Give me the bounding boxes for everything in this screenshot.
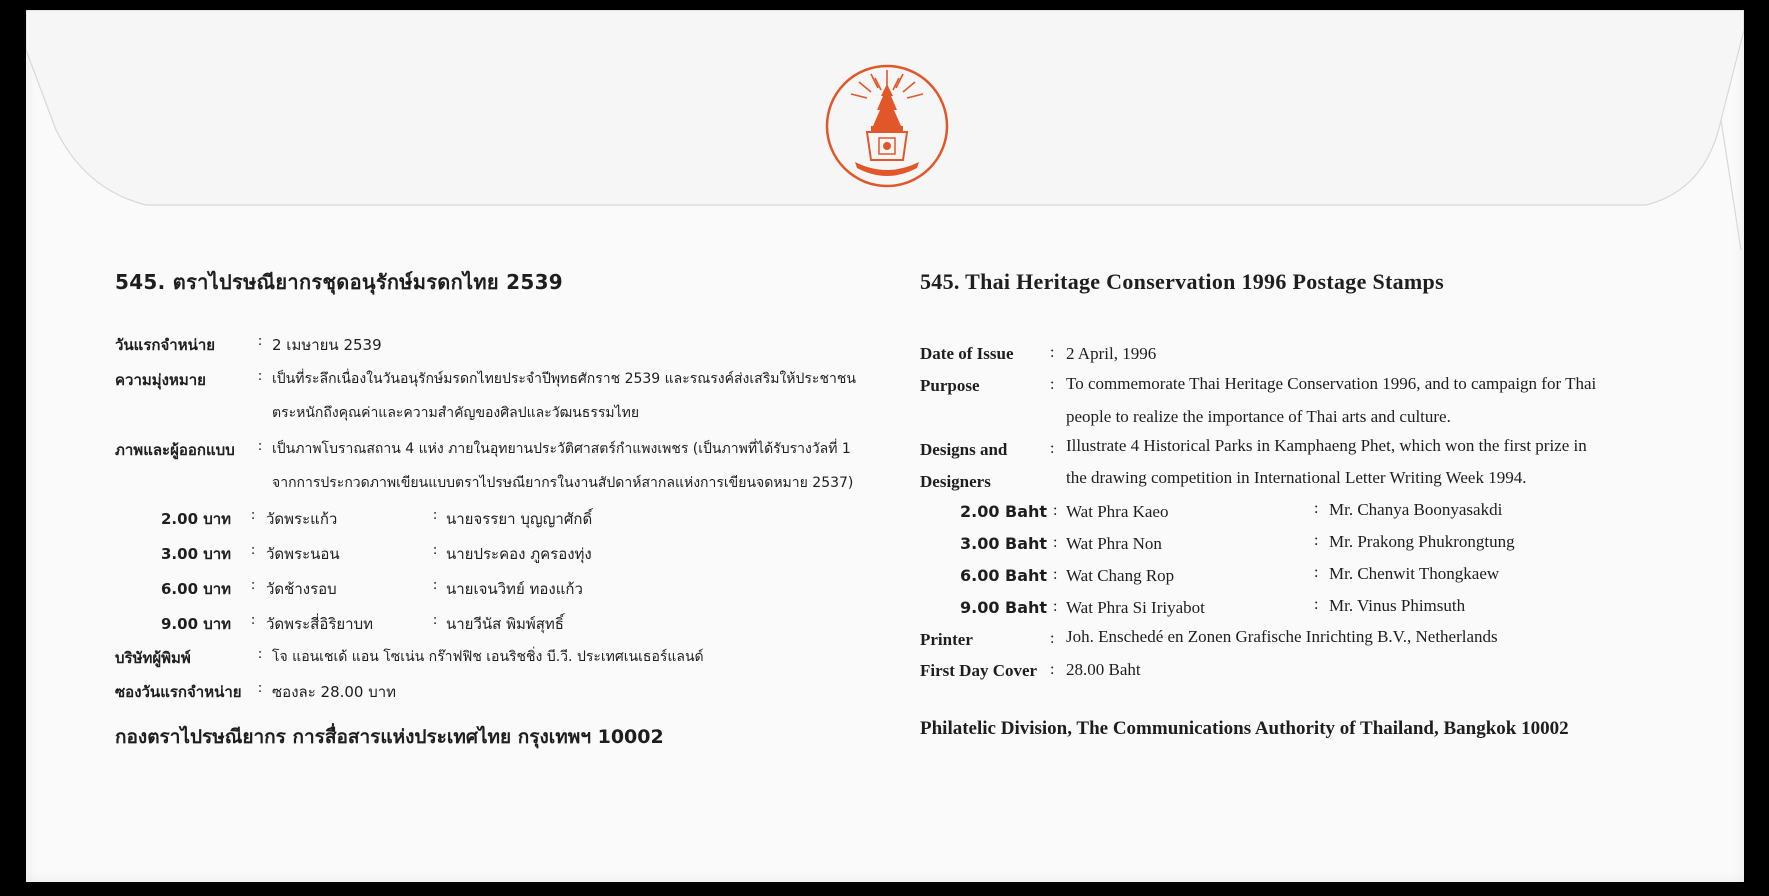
english-purpose-line2: people to realize the importance of Thai arts and culture. <box>1066 407 1451 426</box>
colon: : <box>258 368 263 384</box>
english-issue-value: 2 April, 1996 <box>1066 344 1157 363</box>
colon: : <box>1050 630 1055 647</box>
colon: : <box>1050 440 1055 457</box>
english-purpose-line1: To commemorate Thai Heritage Conservation 1996, and to campaign for Thai <box>1066 374 1597 393</box>
english-fdc-value: 28.00 Baht <box>1066 660 1141 679</box>
thai-post-emblem-icon <box>821 60 953 192</box>
english-purpose-label: Purpose <box>920 376 980 395</box>
thai-purpose-line2: ตระหนักถึงคุณค่าและความสำคัญของศิลปและวัฒนธรรมไทย <box>272 405 640 421</box>
english-design-label-1: Designs and <box>920 440 1008 459</box>
envelope-back: 545. ตราไปรษณียากรชุดอนุรักษ์มรดกไทย 2539 วันแรกจำหน่าย : 2 เมษายน 2539 ความมุ่งหมาย : เป็นที่ระลึกเนื่องในวันอนุรักษ์มรดกไทยประจำปีพุทธศักราช 2539 และรณรงค์ส่งเสริมให้ประชาชน ตระหนักถึงคุณค่าและความสำคัญของศิลปและวัฒนธรรมไทย ภาพและผู้ออกแบบ : เป็นภาพโบราณสถาน 4 แห่ง ภายในอุทยานประวัติศาสตร์กำแพงเพชร (เป็นภาพที่ได้รับรางวัลที่ 1 จากการประกวดภาพเขียนแบบตราไปรษณียากรในงานสัปดาห์สากลแห่งการเขียนจดหมาย 2537) 2.00 บาท : วัดพระแก้ว : นายจรรยา บุญญาศักดิ์ 3.00 บาท : วัดพระนอน : นายประคอง ภูครองทุ่ง 6.00 บาท : วัดช้างรอบ : นายเจนวิทย์ ทองแก้ว 9.00 บาท : วัดพระสี่อิริยาบท : นายวีนัส พิมพ์สุทธิ์ บริษัทผู้พิมพ์ : โจ แอนเชเด้ แอน โซเน่น กร๊าฟฟิช เอนริชชิ่ง บี.วี. ประเทศเนเธอร์แลนด์ ซองวันแรกจำหน่าย : ซองละ 28.00 บาท กองตราไปรษณียากร การสื่อสารแห่งประเทศไทย กรุงเทพฯ 10002 545. Thai Heritage Conservation 1996 Postage Stamps Date of Issue : 2 April, 1996 Purpose : To commemorate Thai Heritage Conservation 1996, and to campaign for Thai people to realize the importance of Thai arts and culture. Designs and Designers : Illustrate 4 Historical Parks in Kamphaeng Phet, which won the first prize in the drawing competition in International Letter Writing Week 1994. 2.00 Baht : Wat Phra Kaeo : Mr. Chanya Boonyasakdi 3.00 Baht : Wat Phra Non : Mr. Prakong Phukrongtung 6.00 Baht : Wat Chang Rop : Mr. Chenwit Thongkaew 9.00 Baht : Wat Phra Si Iriyabot : Mr. Vinus Phimsuth Printer : Joh. Enschedé en Zonen Grafische Inrichting B.V., Netherlands First Day Cover : 28.00 Baht Philatelic Division, The Communications Authority of Thailand, Bangkok 10002 <box>26 10 1744 882</box>
thai-printer-label: บริษัทผู้พิมพ์ <box>115 649 191 667</box>
colon: : <box>258 438 263 454</box>
english-design-line2: the drawing competition in International Letter Writing Week 1994. <box>1066 468 1527 487</box>
english-design-label-2: Designers <box>920 472 991 491</box>
thai-purpose-line1: เป็นที่ระลึกเนื่องในวันอนุรักษ์มรดกไทยประจำปีพุทธศักราช 2539 และรณรงค์ส่งเสริมให้ประชาชน <box>272 371 856 387</box>
english-printer-value: Joh. Enschedé en Zonen Grafische Inrichting B.V., Netherlands <box>1066 627 1498 646</box>
thai-title: 545. ตราไปรษณียากรชุดอนุรักษ์มรดกไทย 2539 <box>115 270 563 294</box>
english-title: 545. Thai Heritage Conservation 1996 Postage Stamps <box>920 269 1444 294</box>
thai-fdc-label: ซองวันแรกจำหน่าย <box>115 683 242 701</box>
thai-issue-value: 2 เมษายน 2539 <box>272 336 382 354</box>
colon: : <box>1050 376 1055 393</box>
thai-printer-value: โจ แอนเชเด้ แอน โซเน่น กร๊าฟฟิช เอนริชชิ่ง บี.วี. ประเทศเนเธอร์แลนด์ <box>272 649 704 665</box>
colon: : <box>1050 661 1055 678</box>
thai-design-line1: เป็นภาพโบราณสถาน 4 แห่ง ภายในอุทยานประวัติศาสตร์กำแพงเพชร (เป็นภาพที่ได้รับรางวัลที่ 1 <box>272 441 851 457</box>
colon: : <box>258 333 263 349</box>
colon: : <box>258 646 263 662</box>
thai-design-line2: จากการประกวดภาพเขียนแบบตราไปรษณียากรในงานสัปดาห์สากลแห่งการเขียนจดหมาย 2537) <box>272 475 854 491</box>
english-design-line1: Illustrate 4 Historical Parks in Kamphaeng Phet, which won the first prize in <box>1066 436 1587 455</box>
colon: : <box>1050 344 1055 361</box>
thai-issue-label: วันแรกจำหน่าย <box>115 336 216 354</box>
english-printer-label: Printer <box>920 630 973 649</box>
english-issue-label: Date of Issue <box>920 344 1014 363</box>
thai-design-label: ภาพและผู้ออกแบบ <box>115 441 235 459</box>
thai-purpose-label: ความมุ่งหมาย <box>115 371 206 389</box>
colon: : <box>258 680 263 696</box>
english-fdc-label: First Day Cover <box>920 661 1038 680</box>
thai-fdc-value: ซองละ 28.00 บาท <box>272 683 397 701</box>
english-footer: Philatelic Division, The Communications Authority of Thailand, Bangkok 10002 <box>920 718 1569 739</box>
thai-footer: กองตราไปรษณียากร การสื่อสารแห่งประเทศไทย กรุงเทพฯ 10002 <box>115 726 664 748</box>
